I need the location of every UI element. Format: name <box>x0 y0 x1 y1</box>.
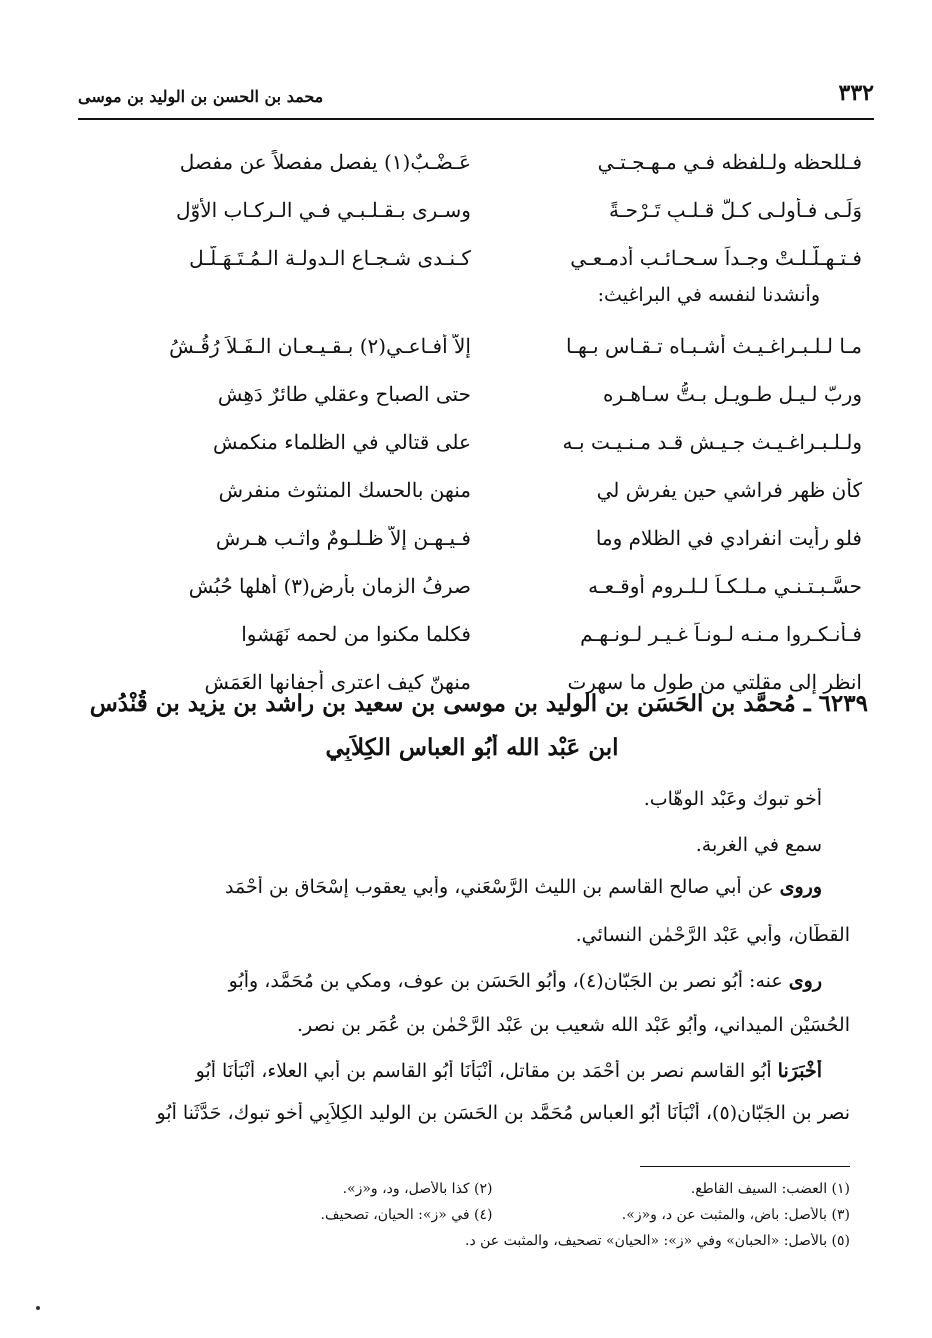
narrated-text: عن أَبي صالح القاسم بن الليث الرَّسْعَني، وأَبي يعقوب إِسْحَاق بن أَحْمَد <box>224 876 774 898</box>
hemistich-first: فـللحظه ولـلفظه فـي مـهـجـتـي <box>597 150 862 174</box>
entry-isnad-line-2: نصر بن الجَبّان(٥)، أَنْبَأنَا أَبُو العباس مُحَمَّد بن الحَسَن بن الوليد الكِلاَبِي أخو تبوك، حَدَّثَنا أَبُو <box>156 1102 850 1124</box>
hemistich-second: صرفُ الزمان بأرضٍ(٣) أهلها حُبُش <box>188 574 471 598</box>
hemistich-second: إلاّ أفـاعـي(٢) بـقـيـعـان الـفَـلاَ رُقُـشُ <box>169 334 471 358</box>
hemistich-second: منهن بالحسك المنثوث منفرش <box>218 478 471 502</box>
verse-row <box>110 466 862 514</box>
verse-row <box>110 322 862 370</box>
verse-row <box>110 370 862 418</box>
entry-from-him-line-2: الحُسَيْن الميداني، وأَبُو عَبْد الله شعيب بن عَبْد الرَّحْمٰن بن عُمَر بن نصر. <box>296 1014 850 1036</box>
hemistich-second: منهنّ كيف اعترى أجفانها العَمَش <box>204 670 471 694</box>
hemistich-first: انظر إلى مقلتي من طول ما سهرت <box>567 670 862 694</box>
footnote-row <box>200 1228 850 1254</box>
hemistich-first: فـأنـكـروا مـنـه لـونـاً غـيـر لـونـهـم <box>580 622 862 646</box>
verse-row <box>110 186 862 234</box>
poem-block-1 <box>110 138 862 282</box>
entry-narrated-line-2: القطّان، وأَبي عَبْد الرَّحْمٰن النسائي. <box>575 924 850 946</box>
header-rule <box>78 118 874 120</box>
from-him-text: عنه: أَبُو نصر بن الجَبّان(٤)، وأَبُو الحَسَن بن عوف، ومكي بن مُحَمَّد، وأَبُو <box>228 970 783 992</box>
verse-row <box>110 562 862 610</box>
from-him-keyword: روى <box>788 970 822 992</box>
verse-row <box>110 514 862 562</box>
narrated-keyword: وروى <box>779 876 822 898</box>
hemistich-second: عَـضْـبٌ(١) يفصل مفصلاً عن مفصل <box>179 150 471 174</box>
scan-dot-mark <box>36 1306 40 1310</box>
footnote: (٣) بالأصل: باض، والمثبت عن د، و«ز». <box>621 1207 850 1223</box>
entry-from-him-line-1 <box>76 970 822 992</box>
footnote: (٢) كذا بالأصل، ود، و«ز». <box>342 1181 493 1197</box>
footnotes <box>200 1176 850 1254</box>
verse-row <box>110 610 862 658</box>
hemistich-second: وسـرى بـقـلـبـي فـي الـركـاب الأوّل <box>176 198 471 222</box>
entry-title-line-2: ابن عَبْد الله أَبُو العباس الكِلاَبِي <box>325 734 619 761</box>
hemistich-first: مـا لـلـبـراغـيـث أشـبـاه تـقـاس بـهـا <box>565 334 862 358</box>
hemistich-second: فـيـهـن إلاّ ظـلـومٌ واثـب هـرش <box>215 526 471 550</box>
poem-intro: وأنشدنا لنفسه في البراغيث: <box>597 284 820 306</box>
footnote: (٥) بالأصل: «الحبان» وفي «ز»: «الحيان» تصحيف، والمثبت عن د. <box>465 1233 850 1249</box>
verse-row <box>110 234 862 282</box>
footnotes-rule <box>640 1166 850 1167</box>
entry-narrated-line-1 <box>76 876 822 898</box>
page-header <box>78 70 874 106</box>
hemistich-first: وَلَـى فـأولـى كـلّ قـلـبٍ تَـرْحـةً <box>609 198 862 222</box>
hemistich-second: فكلما مكنوا من لحمه نَهَشوا <box>241 622 471 646</box>
page-number: ٣٣٢ <box>838 80 874 106</box>
isnad-text: أَبُو القاسم نصر بن أَحْمَد بن مقاتل، أَنْبَأنَا أَبُو القاسم بن أَبي العلاء، أَنْبَأنَا أَبُو <box>195 1060 772 1082</box>
entry-heard: سمع في الغربة. <box>695 834 822 856</box>
footnote: (١) العضب: السيف القاطع. <box>690 1181 850 1197</box>
entry-isnad-line-1 <box>76 1060 822 1082</box>
footnote-row <box>200 1202 850 1228</box>
hemistich-first: حسَّـبـتـنـي مـلـكـاً لـلـروم أوقـعـه <box>588 574 862 598</box>
hemistich-second: كـنـدى شـجـاع الـدولـة الـمُـتَـهَـلّـل <box>189 246 471 270</box>
running-title: محمد بن الحسن بن الوليد بن موسى <box>78 87 324 106</box>
hemistich-first: وربّ لـيـلٍ طـويـلٍ بـتُّ سـاهـره <box>603 382 862 406</box>
verse-row <box>110 418 862 466</box>
entry-title-line-1: ٦٢٣٩ ـ مُحمَّد بن الحَسَن بن الوليد بن موسى بن سعيد بن راشد بن يزيد بن قُنْدُس <box>89 690 868 717</box>
hemistich-first: ولـلـبـراغـيـث جـيـش قـد مـنـيـت بـه <box>562 430 862 454</box>
hemistich-second: على قتالي في الظلماء منكمش <box>213 430 471 454</box>
footnote-row <box>200 1176 850 1202</box>
verse-row <box>110 138 862 186</box>
hemistich-first: كأن ظهر فراشي حين يفرش لي <box>596 478 862 502</box>
poem-block-2 <box>110 322 862 706</box>
footnote: (٤) في «ز»: الحيان، تصحيف. <box>320 1207 493 1223</box>
hemistich-first: فلو رأيت انفرادي في الظلام وما <box>595 526 862 550</box>
hemistich-first: فـتـهـلّـلـتْ وجـداً سـحـائـب أدمـعـي <box>570 246 862 270</box>
isnad-keyword: أَخْبَرَنا <box>777 1060 822 1082</box>
entry-brothers: أخو تبوك وعَبْد الوهّاب. <box>643 788 822 810</box>
hemistich-second: حتى الصباح وعقلي طائرٌ دَهِش <box>217 382 471 406</box>
